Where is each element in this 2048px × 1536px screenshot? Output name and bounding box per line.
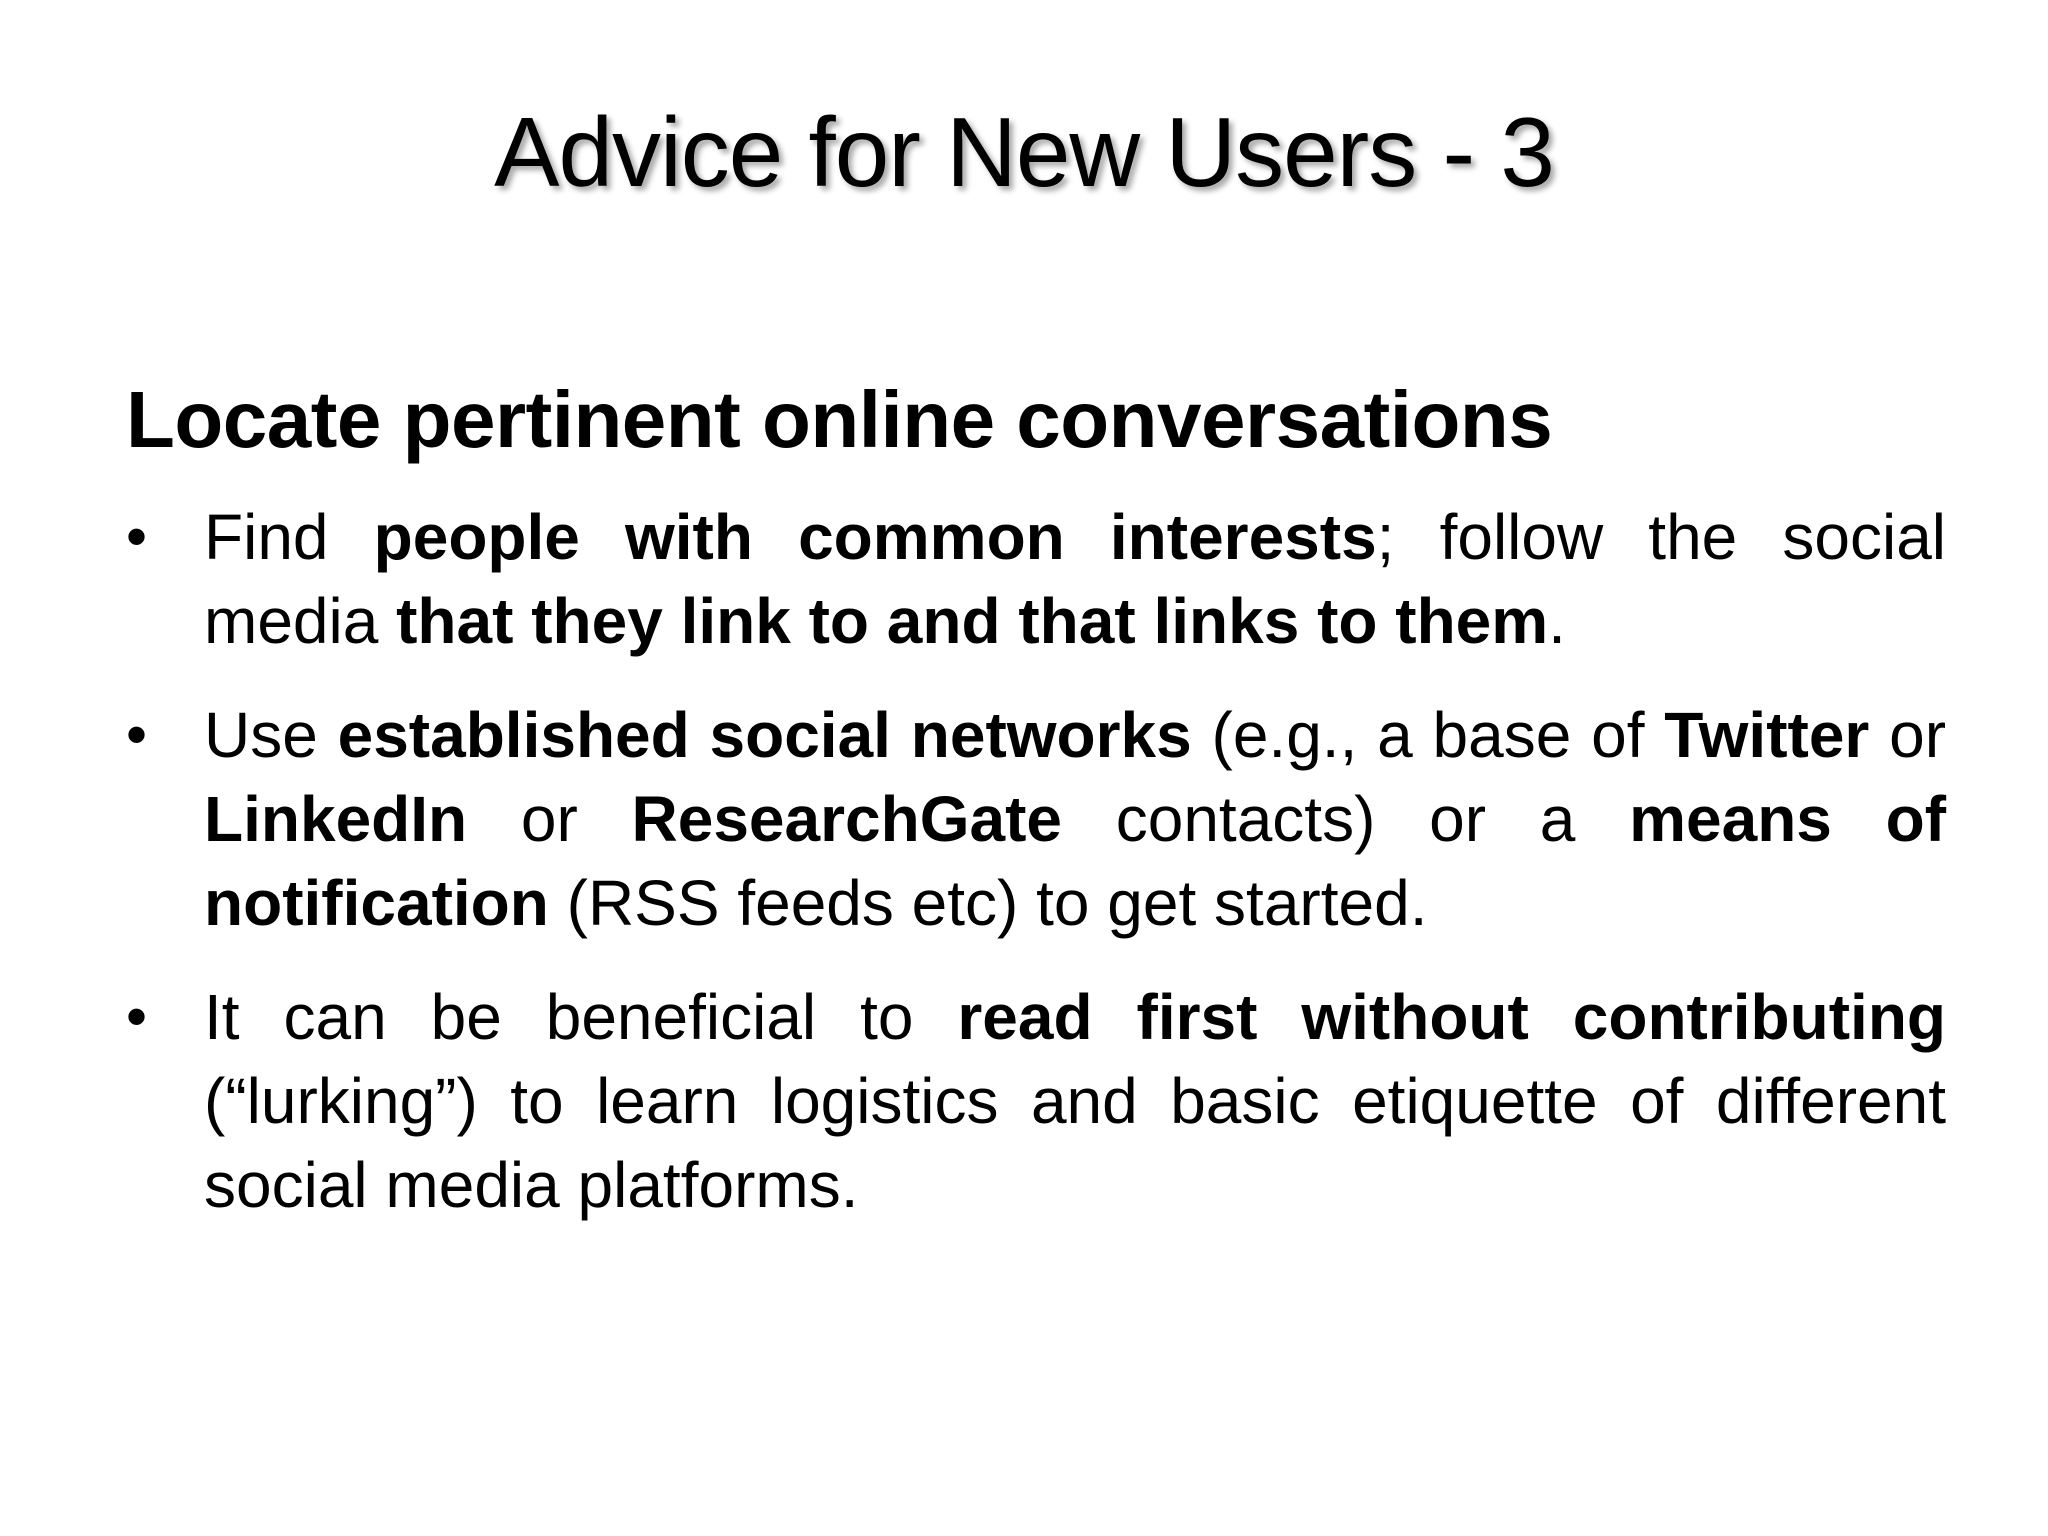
bullet-item-2 bbox=[126, 693, 1946, 945]
bullet-icon: • bbox=[126, 983, 148, 1050]
slide-subtitle: Locate pertinent online conversations bbox=[126, 375, 1553, 464]
bullet-list bbox=[126, 495, 1946, 1257]
bullet-icon: • bbox=[126, 503, 148, 570]
bullet-item-1 bbox=[126, 495, 1946, 663]
bullet-item-3 bbox=[126, 975, 1946, 1227]
slide-title: Advice for New Users - 3 bbox=[494, 97, 1554, 207]
bullet-icon: • bbox=[126, 701, 148, 768]
bullet-text: It can be beneficial to read first without contributing (“lurking”) to learn logistics and basic etiquette of different social media platforms. bbox=[204, 981, 1947, 1221]
bullet-text: Find people with common interests; follow the social media that they link to and that links to them. bbox=[204, 501, 1947, 657]
bullet-text: Use established social networks (e.g., a base of Twitter or LinkedIn or ResearchGate contacts) or a means of notification (RSS feeds etc) to get started. bbox=[204, 699, 1947, 939]
